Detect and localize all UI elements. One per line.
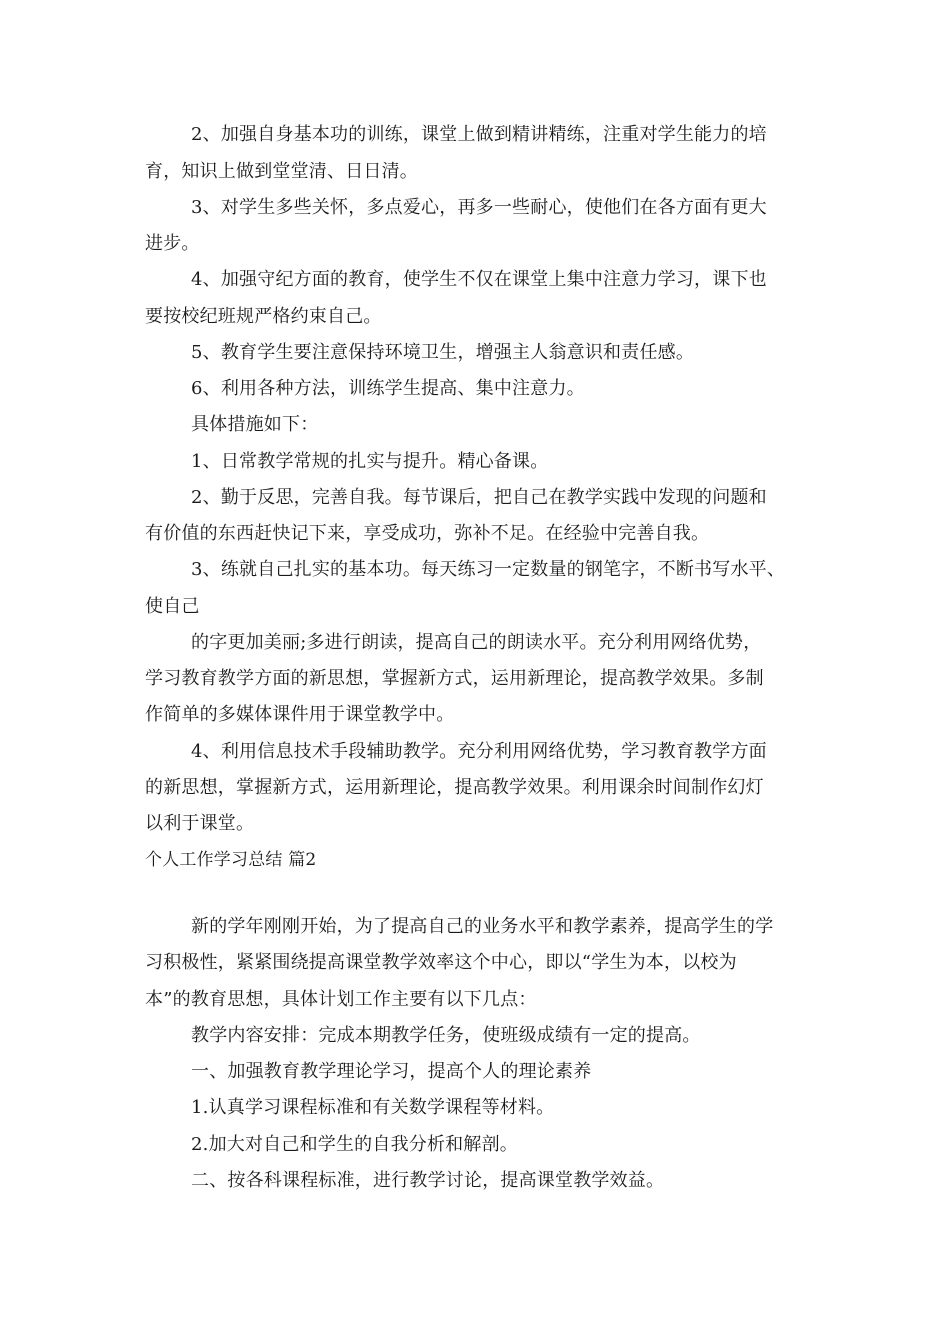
text-line: 具体措施如下： (191, 414, 319, 435)
text-line: 1、日常教学常规的扎实与提升。精心备课。 (191, 451, 549, 472)
text-line: 二、按各科课程标准，进行教学讨论，提高课堂教学效益。 (191, 1170, 665, 1191)
text-line: 2、加强自身基本功的训练，课堂上做到精讲精练，注重对学生能力的培 (191, 124, 767, 145)
text-line: 以利于课堂。 (145, 813, 255, 834)
text-line: 3、对学生多些关怀，多点爱心，再多一些耐心，使他们在各方面有更大 (191, 197, 767, 218)
text-line: 新的学年刚刚开始，为了提高自己的业务水平和教学素养，提高学生的学 (191, 916, 774, 937)
section-heading: 个人工作学习总结 篇2 (145, 850, 317, 870)
text-line: 3、练就自己扎实的基本功。每天练习一定数量的钢笔字，不断书写水平、 (191, 559, 786, 580)
text-line: 有价值的东西赶快记下来，享受成功，弥补不足。在经验中完善自我。 (145, 523, 710, 544)
text-line: 的字更加美丽;多进行朗读，提高自己的朗读水平。充分利用网络优势， (191, 632, 762, 653)
text-line: 学习教育教学方面的新思想，掌握新方式，运用新理论，提高教学效果。多制 (145, 668, 764, 689)
text-line: 使自己 (145, 596, 200, 617)
text-line: 育，知识上做到堂堂清、日日清。 (145, 161, 418, 182)
text-line: 进步。 (145, 233, 200, 254)
text-line: 本”的教育思想，具体计划工作主要有以下几点： (145, 989, 537, 1010)
text-line: 作简单的多媒体课件用于课堂教学中。 (145, 704, 455, 725)
text-line: 2、勤于反思，完善自我。每节课后，把自己在教学实践中发现的问题和 (191, 487, 767, 508)
text-line: 4、加强守纪方面的教育，使学生不仅在课堂上集中注意力学习，课下也 (191, 269, 767, 290)
text-line: 教学内容安排：完成本期教学任务，使班级成绩有一定的提高。 (191, 1025, 701, 1046)
text-line: 的新思想，掌握新方式，运用新理论，提高教学效果。利用课余时间制作幻灯 (145, 777, 764, 798)
text-line: 习积极性，紧紧围绕提高课堂教学效率这个中心，即以“学生为本，以校为 (145, 952, 737, 973)
text-line: 一、加强教育教学理论学习，提高个人的理论素养 (191, 1061, 592, 1082)
text-line: 1.认真学习课程标准和有关数学课程等材料。 (191, 1097, 555, 1118)
text-line: 4、利用信息技术手段辅助教学。充分利用网络优势，学习教育教学方面 (191, 741, 767, 762)
text-line: 2.加大对自己和学生的自我分析和解剖。 (191, 1134, 518, 1155)
text-line: 6、利用各种方法，训练学生提高、集中注意力。 (191, 378, 585, 399)
text-line: 5、教育学生要注意保持环境卫生，增强主人翁意识和责任感。 (191, 342, 695, 363)
text-line: 要按校纪班规严格约束自己。 (145, 306, 382, 327)
